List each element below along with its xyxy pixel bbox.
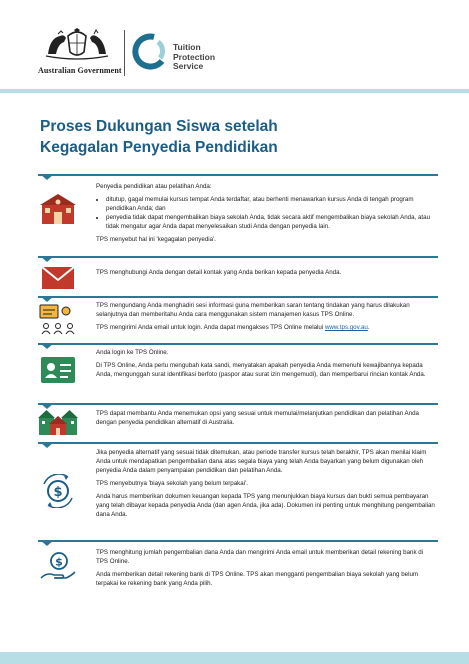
section-rule <box>38 343 438 345</box>
tps-name-line: Service <box>173 61 204 71</box>
section-rule <box>38 296 438 298</box>
section-intro: Penyedia pendidikan atau pelatihan Anda: <box>96 183 212 190</box>
title-line: Proses Dukungan Siswa setelah <box>40 118 278 135</box>
tps-name-line: Tuition <box>173 42 201 52</box>
page-title <box>40 116 440 158</box>
section-paragraph: TPS dapat membantu Anda menemukan opsi yang sesuai untuk memulai/melanjutkan pendidikan dan pelatihan Anda dengan penyedia pendidikan alternatif di Australia. <box>96 410 419 426</box>
section-outro: TPS menyebut hal ini 'kegagalan penyedia'. <box>96 236 217 243</box>
section-paragraph: Di TPS Online, Anda perlu mengubah kata sandi, menyatakan apakah penyedia Anda memenuhi kewajibannya kepada Anda, mengunggah surat identifikasi berfoto (paspor atau surat izin mengemudi), dan memperbarui rincian kontak Anda. <box>96 362 426 378</box>
section-paragraph <box>96 323 436 332</box>
schools-icon <box>38 405 78 439</box>
login-text-end: . <box>367 324 370 331</box>
tps-website-link[interactable]: www.tps.gov.au <box>324 324 368 331</box>
page-header <box>0 0 469 89</box>
section-text <box>96 301 436 336</box>
government-name: Australian Government <box>38 66 122 75</box>
login-text: TPS mengirimi Anda email untuk login. Anda dapat mengakses TPS Online melalui <box>96 324 325 331</box>
section-rule <box>38 256 438 258</box>
section-notch <box>40 174 54 180</box>
svg-text:$: $ <box>53 485 63 500</box>
step-refund-assessment <box>38 442 438 538</box>
list-item: • penyedia tidak dapat mengembalikan biaya sekolah Anda, tidak secara aktif mengembalikan biaya sekolah Anda, atau tidak mengatur agar Anda dapat menyelesaikan studi Anda dengan penyedia lain. <box>106 213 436 231</box>
section-paragraph: Anda login ke TPS Online. <box>96 349 169 356</box>
section-text <box>96 409 436 431</box>
section-notch <box>40 540 54 546</box>
step-refund-payment <box>38 540 438 600</box>
step-alternative-provider <box>38 403 438 439</box>
header-divider <box>124 30 125 76</box>
section-text <box>96 268 436 281</box>
section-text <box>96 182 436 248</box>
failure-conditions-list <box>96 195 436 231</box>
section-text <box>96 448 436 523</box>
footer-band <box>0 652 469 664</box>
coat-of-arms-icon <box>38 28 116 60</box>
step-provider-failure <box>38 174 438 252</box>
id-card-icon <box>38 353 78 387</box>
title-line: Kegagalan Penyedia Pendidikan <box>40 139 278 156</box>
step-contact <box>38 256 438 292</box>
step-information-session <box>38 296 438 340</box>
section-rule <box>38 403 438 405</box>
section-notch <box>40 442 54 448</box>
list-item: • ditutup, gagal memulai kursus tempat Anda terdaftar, atau berhenti menawarkan kursus Anda di tengah program pendidikan Anda; dan <box>106 195 436 213</box>
step-login <box>38 343 438 403</box>
section-rule <box>38 174 438 176</box>
section-paragraph: TPS menyebutnya 'biaya sekolah yang belum terpakai'. <box>96 480 248 487</box>
section-notch <box>40 343 54 349</box>
section-text <box>96 548 436 592</box>
section-paragraph: TPS mengundang Anda menghadiri sesi informasi guna memberikan saran tentang tindakan yang harus dilakukan selanjutnya dan memberitahu Anda cara menggunakan sistem manajemen kasus TPS Online. <box>96 302 410 318</box>
tps-logo-icon <box>132 33 166 73</box>
envelope-icon <box>38 260 78 294</box>
section-rule <box>38 540 438 542</box>
section-paragraph: TPS menghubungi Anda dengan detail kontak yang Anda berikan kepada penyedia Anda. <box>96 269 342 276</box>
information-session-icon <box>38 302 78 336</box>
section-rule <box>38 442 438 444</box>
refund-hand-icon <box>38 550 78 584</box>
svg-text:$: $ <box>55 555 63 569</box>
section-paragraph: Jika penyedia alternatif yang sesuai tidak ditemukan, atau periode transfer kursus telah berakhir, TPS akan menilai klaim Anda untuk mendapatkan pengembalian dana atas segala biaya yang telah Anda bayarkan yang belum digunakan oleh penyedia Anda dalam penyampaian pendidikan dan pelatihan Anda. <box>96 449 427 474</box>
school-building-icon <box>38 192 78 226</box>
section-text <box>96 348 436 383</box>
tps-name <box>173 43 215 72</box>
dollar-exchange-icon <box>38 474 78 508</box>
tps-name-line: Protection <box>173 51 216 62</box>
section-paragraph: Anda memberikan detail rekening bank di TPS Online. TPS akan mengganti pengembalian biaya sekolah yang belum terpakai ke rekening bank yang Anda pilih. <box>96 571 419 587</box>
header-band <box>0 89 469 93</box>
section-paragraph: Anda harus memberikan dokumen keuangan kepada TPS yang menunjukkan biaya kursus dan bukti semua pembayaran yang telah dibayar kepada penyedia Anda (dan agen Anda, jika ada). Dokumen ini penting untuk menghitung pengembalian dana Anda. <box>96 493 435 518</box>
section-paragraph: TPS menghitung jumlah pengembalian dana Anda dan mengirimi Anda email untuk memberikan detail rekening bank di TPS Online. <box>96 549 424 565</box>
